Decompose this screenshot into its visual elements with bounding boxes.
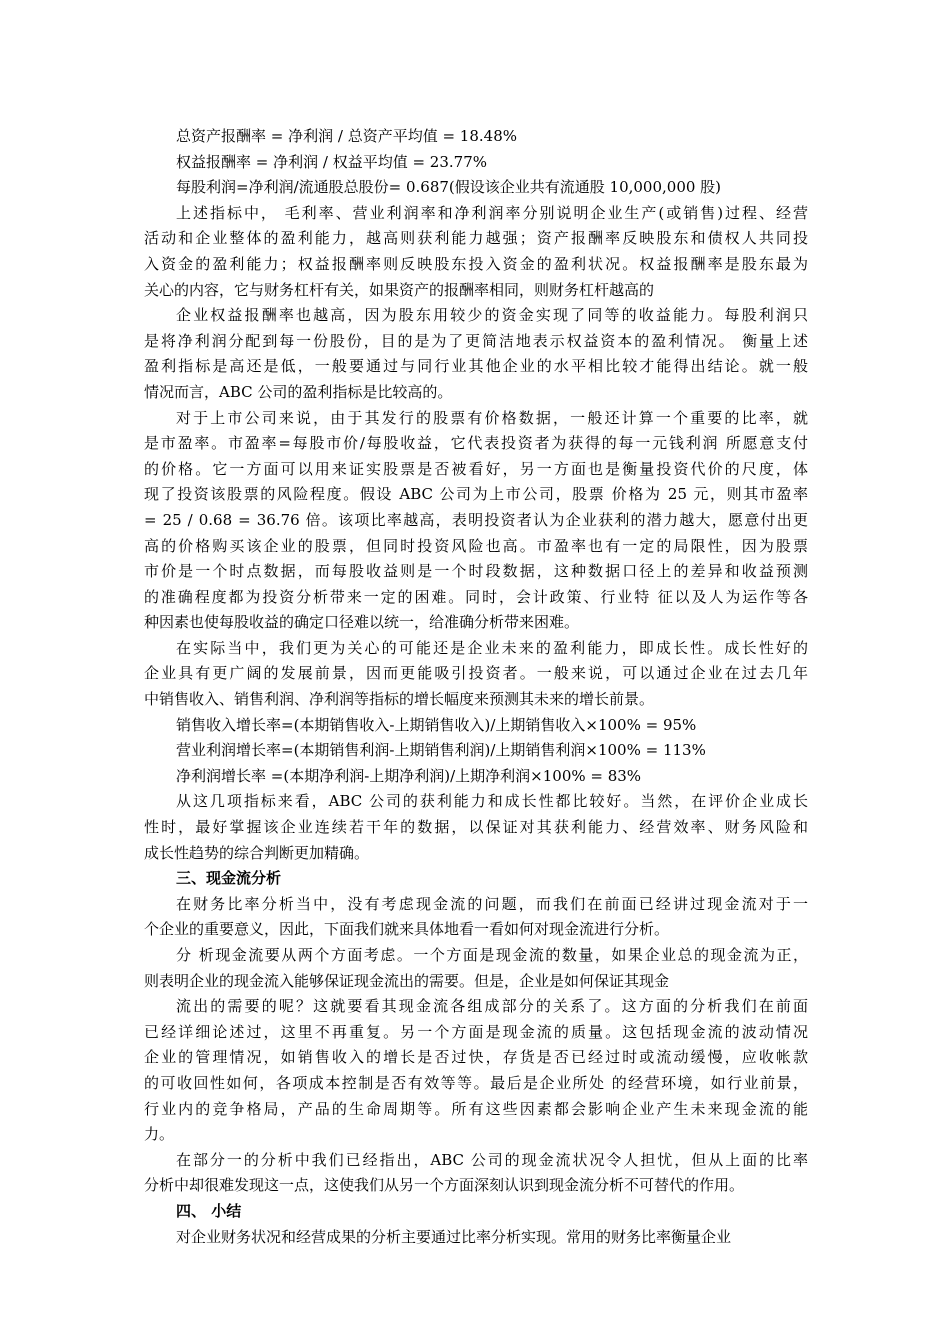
- formula-sales-growth: 销售收入增长率=(本期销售收入-上期销售收入)/上期销售收入×100% = 95%: [176, 715, 697, 734]
- paragraph-line: 分 析现金流要从两个方面考虑。一个方面是现金流的数量，如果企业总的现金流为正，: [176, 946, 808, 964]
- paragraph-line: 高的价格购买该企业的股票，但同时投资风险也高。市盈率也有一定的局限性，因为股票: [144, 536, 808, 555]
- paragraph-line: 在部分一的分析中我们已经指出，ABC 公司的现金流状况令人担忧，但从上面的比率: [176, 1150, 808, 1169]
- paragraph-line: 在财务比率分析当中，没有考虑现金流的问题，而我们在前面已经讲过现金流对于一: [176, 894, 808, 913]
- paragraph-line: 的可收回性如何，各项成本控制是否有效等等。最后是企业所处 的经营环境，如行业前景，: [144, 1073, 808, 1092]
- paragraph-line: 对企业财务状况和经营成果的分析主要通过比率分析实现。常用的财务比率衡量企业: [176, 1227, 732, 1246]
- paragraph-line: 市价是一个时点数据，而每股收益则是一个时段数据，这种数据口径上的差异和收益预测: [144, 562, 808, 581]
- paragraph-line: 现了投资该股票的风险程度。假设 ABC 公司为上市公司，股票 价格为 25 元，则其市盈率: [144, 485, 808, 504]
- formula-total-asset-return: 总资产报酬率 = 净利润 / 总资产平均值 = 18.48%: [176, 127, 517, 145]
- paragraph-line: 活动和企业整体的盈利能力，越高则获利能力越强；资产报酬率反映股东和债权人共同投: [144, 229, 808, 248]
- paragraph-line: 性时，最好掌握该企业连续若干年的数据，以保证对其获利能力、经营效率、财务风险和: [144, 818, 808, 837]
- paragraph-line: 企业权益报酬率也越高，因为股东用较少的资金实现了同等的收益能力。每股利润只: [176, 306, 808, 325]
- document-page: [144, 124, 808, 1250]
- formula-earnings-per-share: 每股利润=净利润/流通股总股份= 0.687(假设该企业共有流通股 10,000,000 股): [176, 178, 722, 197]
- formula-operating-profit-growth: 营业利润增长率=(本期销售利润-上期销售利润)/上期销售利润×100% = 113%: [176, 741, 706, 760]
- paragraph-line: = 25 / 0.68 = 36.76 倍。该项比率越高，表明投资者认为企业获利的潜力越大，愿意付出更: [144, 510, 808, 529]
- paragraph-line: 企业的管理情况，如销售收入的增长是否过快，存货是否已经过时或流动缓慢，应收帐款: [144, 1048, 808, 1067]
- paragraph-line: 的价格。它一方面可以用来证实股票是否被看好，另一方面也是衡量投资代价的尺度，体: [144, 459, 808, 478]
- paragraph-line: 关心的内容，它与财务杠杆有关，如果资产的报酬率相同，则财务杠杆越高的: [144, 280, 655, 299]
- paragraph-line: 情况而言，ABC 公司的盈利指标是比较高的。: [144, 382, 453, 401]
- paragraph-line: 种因素也使每股收益的确定口径难以统一，给准确分析带来困难。: [144, 613, 580, 632]
- paragraph-line: 力。: [144, 1125, 175, 1144]
- paragraph-line: 是市盈率。市盈率=每股市价/每股收益，它代表投资者为获得的每一元钱利润 所愿意支付: [144, 434, 808, 453]
- paragraph-line: 行业内的竞争格局，产品的生命周期等。所有这些因素都会影响企业产生未来现金流的能: [144, 1099, 808, 1118]
- formula-net-profit-growth: 净利润增长率 =(本期净利润-上期净利润)/上期净利润×100% = 83%: [176, 766, 642, 785]
- section-heading-cash-flow: 三、现金流分析: [176, 869, 282, 888]
- paragraph-line: 的准确程度都为投资分析带来一定的困难。同时，会计政策、行业特 征以及人为运作等各: [144, 587, 808, 606]
- paragraph-line: 则表明企业的现金流入能够保证现金流出的需要。但是，企业是如何保证其现金: [144, 971, 670, 990]
- formula-equity-return: 权益报酬率 = 净利润 / 权益平均值 = 23.77%: [176, 152, 487, 171]
- paragraph-line: 中销售收入、销售利润、净利润等指标的增长幅度来预测其未来的增长前景。: [144, 690, 655, 709]
- paragraph-line: 流出的需要的呢？这就要看其现金流各组成部分的关系了。这方面的分析我们在前面: [176, 997, 808, 1016]
- paragraph-line: 上述指标中， 毛利率、营业利润率和净利润率分别说明企业生产(或销售)过程、经营: [176, 203, 808, 222]
- paragraph-line: 从这几项指标来看，ABC 公司的获利能力和成长性都比较好。当然，在评价企业成长: [176, 792, 808, 811]
- paragraph-line: 个企业的重要意义，因此，下面我们就来具体地看一看如何对现金流进行分析。: [144, 920, 670, 939]
- paragraph-line: 分析中却很难发现这一点，这使我们从另一个方面深刻认识到现金流分析不可替代的作用。: [144, 1176, 745, 1195]
- paragraph-line: 已经详细论述过，这里不再重复。另一个方面是现金流的质量。这包括现金流的波动情况: [144, 1022, 808, 1041]
- section-heading-summary: 四、 小结: [176, 1201, 242, 1220]
- paragraph-line: 是将净利润分配到每一份股份，目的是为了更简洁地表示权益资本的盈利情况。 衡量上述: [144, 331, 808, 350]
- paragraph-line: 盈利指标是高还是低，一般要通过与同行业其他企业的水平相比较才能得出结论。就一般: [144, 357, 808, 376]
- paragraph-line: 在实际当中，我们更为关心的可能还是企业未来的盈利能力，即成长性。成长性好的: [176, 638, 808, 657]
- paragraph-line: 入资金的盈利能力；权益报酬率则反映股东投入资金的盈利状况。权益报酬率是股东最为: [144, 254, 808, 273]
- paragraph-line: 成长性趋势的综合判断更加精确。: [144, 843, 370, 862]
- paragraph-line: 企业具有更广阔的发展前景，因而更能吸引投资者。一般来说，可以通过企业在过去几年: [144, 664, 808, 683]
- paragraph-line: 对于上市公司来说，由于其发行的股票有价格数据，一般还计算一个重要的比率，就: [176, 408, 808, 427]
